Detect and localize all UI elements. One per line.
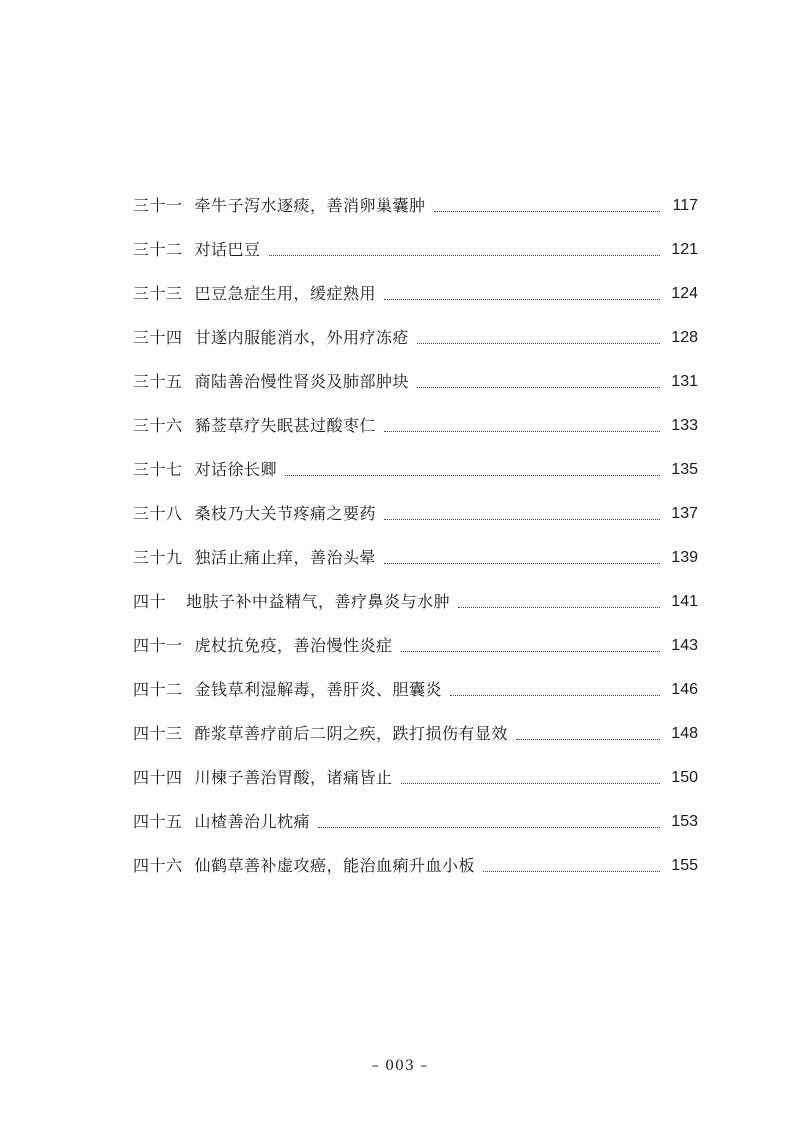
dot-leader [318,827,660,828]
entry-number: 四十一 [133,636,183,655]
dot-leader [401,651,660,652]
dot-leader [417,343,660,344]
toc-entry[interactable] [133,488,698,532]
entry-number: 四十五 [133,812,183,831]
dot-leader [450,695,660,696]
entry-number: 三十二 [133,240,183,259]
entry-page-number: 121 [671,241,698,258]
dot-leader [401,783,660,784]
entry-title: 山楂善治儿枕痛 [194,812,311,831]
dot-leader [384,299,660,300]
toc-entry[interactable] [133,444,698,488]
toc-entry[interactable] [133,268,698,312]
dot-leader [434,211,660,212]
toc-entry[interactable] [133,224,698,268]
entry-title: 桑枝乃大关节疼痛之要药 [194,504,377,523]
entry-title: 对话徐长卿 [194,460,278,479]
entry-title: 对话巴豆 [194,240,261,259]
dot-leader [285,475,660,476]
toc-entry[interactable] [133,796,698,840]
dot-leader [384,563,660,564]
entry-number: 四十四 [133,768,183,787]
entry-title: 商陆善治慢性肾炎及肺部肿块 [194,372,410,391]
entry-title: 豨莶草疗失眠甚过酸枣仁 [194,416,377,435]
entry-number: 四十 [133,592,167,611]
entry-page-number: 117 [672,197,698,214]
dot-leader [384,431,660,432]
entry-page-number: 143 [671,637,698,654]
entry-number: 三十五 [133,372,183,391]
dot-leader [458,607,660,608]
entry-page-number: 139 [671,549,698,566]
entry-number: 三十七 [133,460,183,479]
toc-entry[interactable] [133,312,698,356]
entry-page-number: 146 [671,681,698,698]
toc-entry[interactable] [133,664,698,708]
entry-title: 虎杖抗免疫，善治慢性炎症 [194,636,393,655]
entry-number: 三十一 [133,196,183,215]
entry-page-number: 137 [671,505,698,522]
toc-entry[interactable] [133,400,698,444]
entry-number: 三十八 [133,504,183,523]
dot-leader [417,387,660,388]
entry-title: 川楝子善治胃酸，诸痛皆止 [194,768,393,787]
entry-title: 酢浆草善疗前后二阴之疾，跌打损伤有显效 [194,724,509,743]
entry-page-number: 153 [671,813,698,830]
entry-page-number: 150 [671,769,698,786]
entry-page-number: 133 [671,417,698,434]
toc-entry[interactable] [133,576,698,620]
entry-page-number: 131 [671,373,698,390]
entry-title: 巴豆急症生用，缓症熟用 [194,284,377,303]
entry-number: 四十六 [133,856,183,875]
entry-number: 三十六 [133,416,183,435]
dot-leader [384,519,660,520]
entry-page-number: 128 [671,329,698,346]
entry-title: 独活止痛止痒，善治头晕 [194,548,377,567]
entry-page-number: 135 [671,461,698,478]
entry-page-number: 141 [671,593,698,610]
entry-page-number: 148 [671,725,698,742]
toc-entry[interactable] [133,708,698,752]
entry-title: 地肤子补中益精气，善疗鼻炎与水肿 [186,592,451,611]
entry-page-number: 124 [671,285,698,302]
page-number: – 003 – [371,1058,429,1074]
entry-number: 三十三 [133,284,183,303]
toc-entry[interactable] [133,752,698,796]
toc-entry[interactable] [133,356,698,400]
toc-entry[interactable] [133,620,698,664]
toc-entry[interactable] [133,840,698,884]
dot-leader [269,255,660,256]
entry-title: 金钱草利湿解毒，善肝炎、胆囊炎 [194,680,443,699]
entry-title: 甘遂内服能消水，外用疗冻疮 [194,328,410,347]
table-of-contents [133,180,698,884]
entry-number: 四十三 [133,724,183,743]
dot-leader [516,739,660,740]
entry-number: 三十四 [133,328,183,347]
entry-number: 三十九 [133,548,183,567]
entry-page-number: 155 [671,857,698,874]
toc-entry[interactable] [133,532,698,576]
entry-number: 四十二 [133,680,183,699]
entry-title: 牵牛子泻水逐痰，善消卵巢囊肿 [194,196,426,215]
dot-leader [483,871,660,872]
entry-title: 仙鹤草善补虚攻癌，能治血痢升血小板 [194,856,476,875]
toc-entry[interactable] [133,180,698,224]
